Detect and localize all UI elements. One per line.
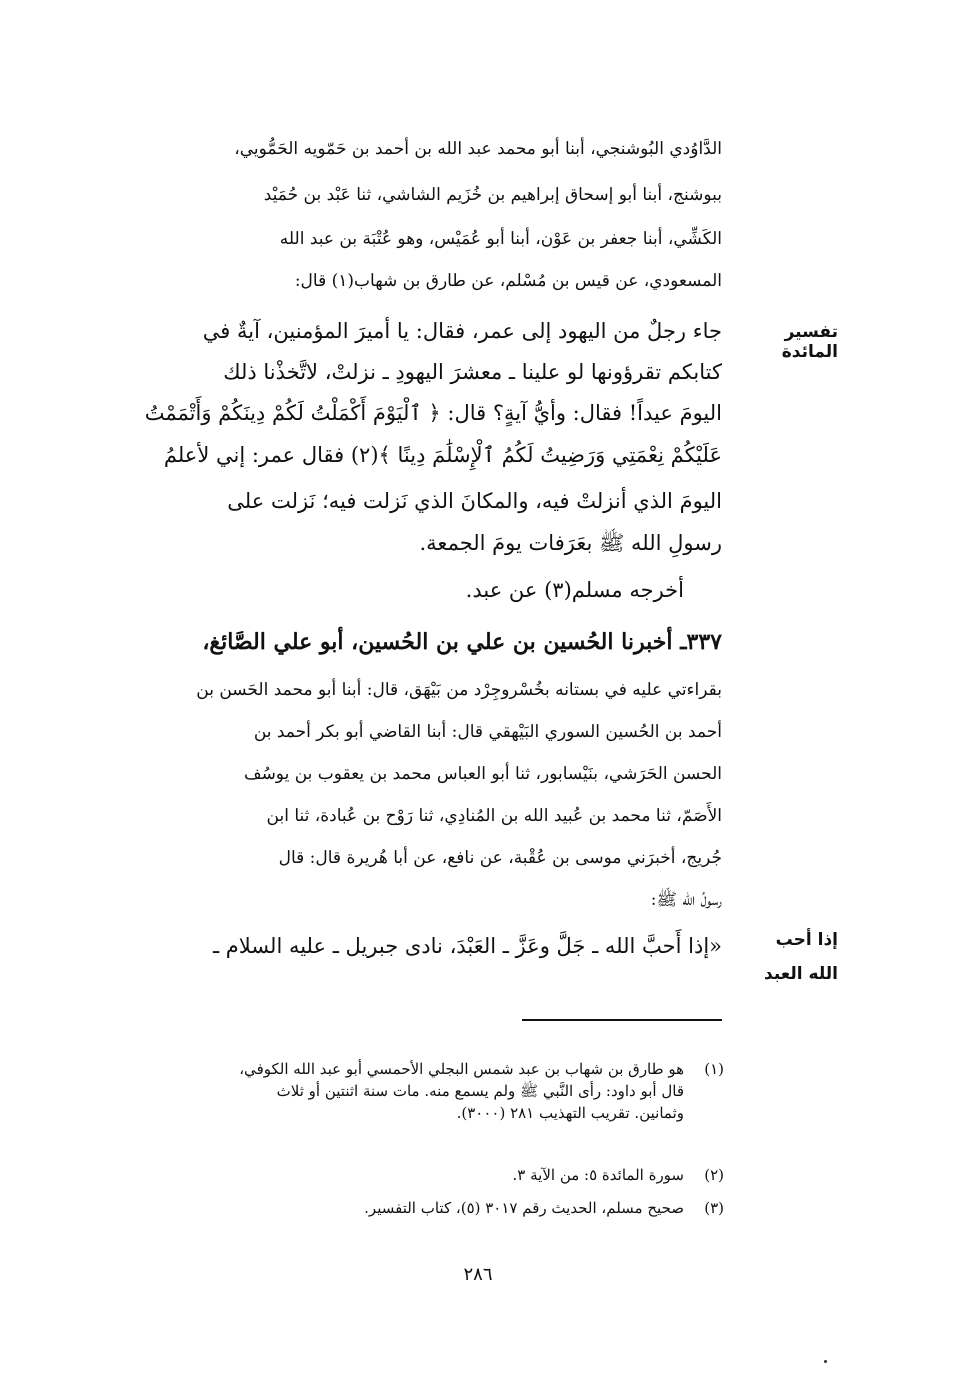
body-line: الدَّاوُدي البُوشنجي، أبنا أبو محمد عبد الله بن أحمد بن حَمّويه الحَمُّويي، [234, 139, 722, 159]
scan-speck [824, 1360, 827, 1363]
margin-note-ahabba-2: الله العبد [764, 964, 838, 984]
hadith-text-line: «إذا أَحبَّ الله ـ جَلَّ وعَزَّ ـ العَبْدَ، نادى جبريل ـ عليه السلام ـ [212, 934, 722, 958]
body-line: أخرجه مسلم(٣) عن عبد. [465, 578, 684, 602]
body-line: ببوشنج، أبنا أبو إسحاق إبراهيم بن خُزَيم الشاشي، ثنا عَبْد بن حُمَيْد [263, 185, 722, 205]
body-line: بقراءتي عليه في بستانه بخُسْروجِرْد من بَيْهَق، قال: أبنا أبو محمد الحَسن بن [196, 680, 722, 700]
body-line: كتابكم تقرؤونها لو علينا ـ معشرَ اليهودِ ـ نزلتْ، لاتَّخذْنا ذلك [223, 360, 722, 384]
margin-note-ahabba-1: إذا أحب [775, 930, 838, 950]
hadith-heading: ٣٣٧ـ أخبرنا الحُسين بن علي بن الحُسين، أبو علي الصَّائغ، [202, 629, 722, 655]
page-number: ٢٨٦ [463, 1264, 493, 1285]
body-line: رسولِ الله ﷺ بعَرَفات يومَ الجمعة. [419, 531, 722, 555]
footnote-number: (٣) [704, 1199, 724, 1217]
margin-note-tafsir: تفسير المائدة [781, 322, 838, 362]
footnote-text: قال أبو داود: رأى النَّبي ﷺ ولم يسمع منه. مات سنة اثنتين أو ثلاث [276, 1082, 684, 1100]
body-line: المسعودي، عن قيس بن مُسْلم، عن طارق بن شهاب(١) قال: [294, 271, 722, 291]
body-line: الأَصَمّ، ثنا محمد بن عُبيد الله بن المُنادِي، ثنا رَوْح بن عُبادة، ثنا ابن [266, 806, 722, 826]
footnote-separator [522, 1019, 722, 1021]
footnote-number: (٢) [704, 1166, 724, 1184]
footnote-1 [234, 1058, 724, 1124]
footnote-text: وثمانين. تقريب التهذيب ٢٨١ (٣٠٠٠). [456, 1104, 684, 1122]
body-line: اليومَ الذي أنزلتْ فيه، والمكانَ الذي نَزلت فيه؛ نَزلت على [227, 489, 722, 513]
body-line: أحمد بن الحُسين السوري البَيْهقي قال: أبنا القاضي أبو بكر أحمد بن [253, 722, 722, 742]
body-line: رسولُ الله ﷺ: [650, 890, 722, 910]
footnote-text: سورة المائدة ٥: من الآية ٣. [512, 1166, 684, 1184]
body-line: جُريج، أخبرَني موسى بن عُقْبة، عن نافع، عن أبا هُريرة قال: قال [278, 848, 722, 868]
body-line: جاء رجلٌ من اليهود إلى عمر، فقال: يا أميرَ المؤمنين، آيةٌ في [202, 319, 722, 343]
footnote-text: هو طارق بن شهاب بن عبد شمس البجلي الأحمسي أبو عبد الله الكوفي، [239, 1060, 684, 1078]
quran-verse-line: اليومَ عيداً! فقال: وأيُّ آيةٍ؟ قال: ﴿ ٱلْيَوْمَ أَكْمَلْتُ لَكُمْ دِينَكُمْ وَأَتْمَمْتُ [144, 401, 722, 425]
footnote-text: صحيح مسلم، الحديث رقم ٣٠١٧ (٥)، كتاب التفسير. [364, 1199, 684, 1217]
footnote-2 [234, 1164, 724, 1186]
body-line: الحسن الحَرَشي، بنَيْسابور، ثنا أبو العباس محمد بن يعقوب بن يوسُف [243, 764, 722, 784]
body-line: الكَشِّي، أبنا جعفر بن عَوْن، أبنا أبو عُمَيْس، وهو عُتْبَة بن عبد الله [279, 229, 722, 249]
footnote-3 [234, 1197, 724, 1219]
footnote-number: (١) [704, 1060, 724, 1078]
quran-verse-line: عَلَيْكُمْ نِعْمَتِي وَرَضِيتُ لَكُمُ ٱلْإِسْلَٰمَ دِينًا ﴾(٢) فقال عمر: إني لأعلمُ [163, 443, 722, 467]
